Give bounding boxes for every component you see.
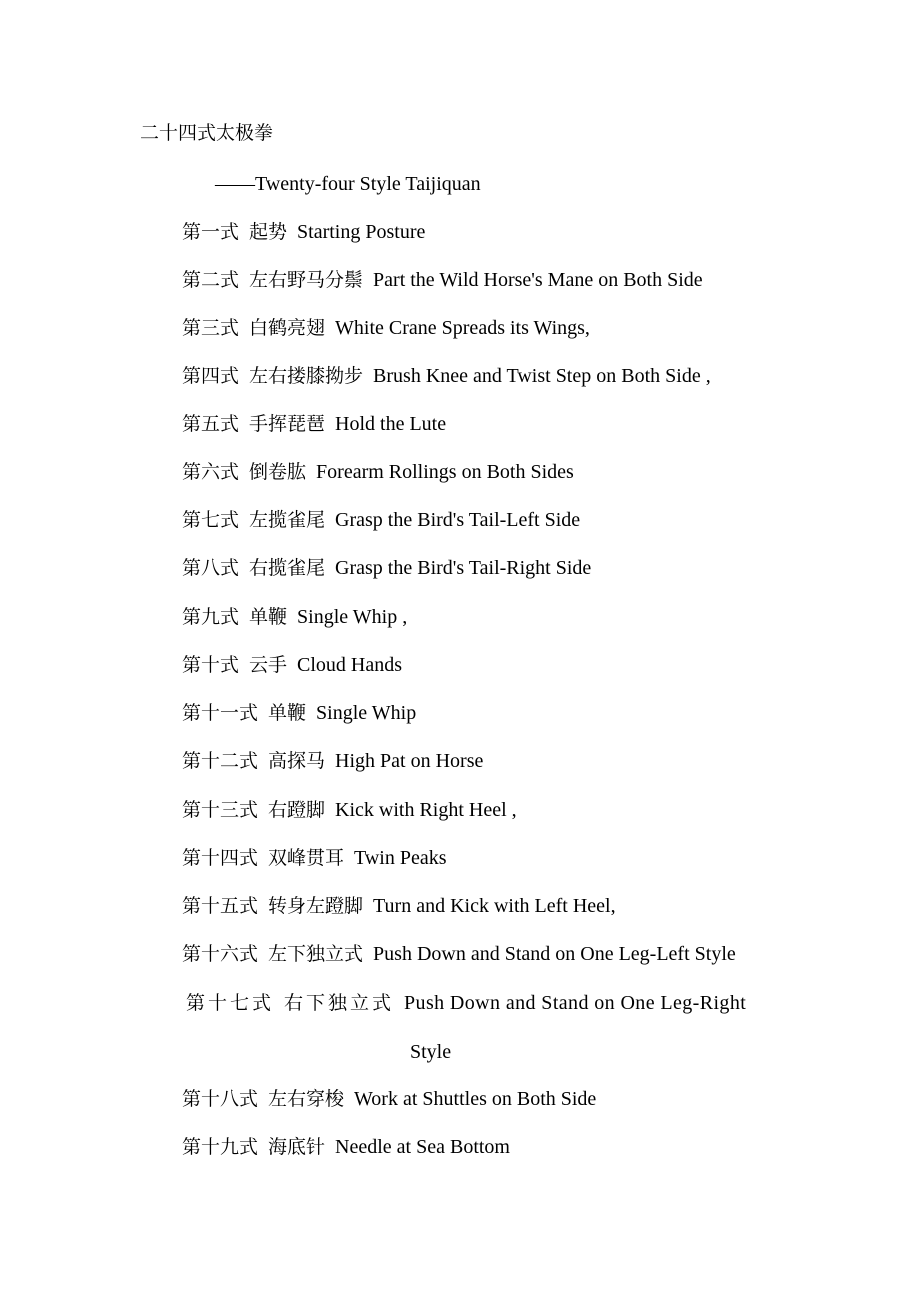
form-name-cn: 云手: [249, 654, 288, 676]
form-number: 第九式: [182, 606, 240, 628]
form-name-en: White Crane Spreads its Wings,: [335, 317, 590, 339]
form-entry: [182, 651, 402, 678]
form-number: 第十七式: [186, 992, 275, 1014]
form-name-cn: 左揽雀尾: [249, 509, 326, 531]
form-name-en: Push Down and Stand on One Leg-Left Style: [373, 943, 736, 965]
form-name-cn: 右下独立式: [284, 992, 395, 1014]
form-name-en: Work at Shuttles on Both Side: [354, 1088, 597, 1110]
form-name-cn: 白鹤亮翅: [249, 317, 326, 339]
form-name-en: Starting Posture: [297, 221, 426, 243]
form-name-en-continued: Style: [410, 1041, 452, 1063]
form-entry: [182, 554, 591, 581]
form-number: 第十式: [182, 654, 240, 676]
form-entry: [182, 1133, 510, 1160]
form-name-cn: 右蹬脚: [268, 799, 326, 821]
form-name-en: Forearm Rollings on Both Sides: [316, 461, 574, 483]
form-name-cn: 单鞭: [268, 702, 307, 724]
form-number: 第十八式: [182, 1088, 259, 1110]
form-entry: [182, 506, 580, 533]
form-number: 第十一式: [182, 702, 259, 724]
form-number: 第八式: [182, 557, 240, 579]
form-name-en: Single Whip ,: [297, 606, 408, 628]
form-name-en: Cloud Hands: [297, 654, 403, 676]
form-name-cn: 转身左蹬脚: [268, 895, 364, 917]
form-name-cn: 左右野马分鬃: [249, 269, 364, 291]
form-entry: [182, 603, 407, 630]
form-entry: [186, 989, 746, 1016]
form-number: 第十六式: [182, 943, 259, 965]
form-name-en: Twin Peaks: [354, 847, 447, 869]
form-name-cn: 海底针: [268, 1136, 326, 1158]
form-number: 第七式: [182, 509, 240, 531]
document-subtitle: ——Twenty-four Style Taijiquan: [215, 173, 481, 195]
form-entry: [182, 940, 736, 967]
form-entry: [182, 1085, 596, 1112]
form-number: 第四式: [182, 365, 240, 387]
form-name-en: Grasp the Bird's Tail-Left Side: [335, 509, 581, 531]
form-number: 第三式: [182, 317, 240, 339]
form-name-en: Kick with Right Heel ,: [335, 799, 517, 821]
form-entry: [182, 747, 483, 774]
form-name-en: Grasp the Bird's Tail-Right Side: [335, 557, 592, 579]
form-entry: [182, 362, 711, 389]
form-number: 第十五式: [182, 895, 259, 917]
form-entry: [182, 218, 425, 245]
form-name-en: High Pat on Horse: [335, 750, 484, 772]
form-name-cn: 左右穿梭: [268, 1088, 345, 1110]
form-name-cn: 倒卷肱: [249, 461, 307, 483]
form-name-en: Turn and Kick with Left Heel,: [373, 895, 616, 917]
document-title: 二十四式太极拳: [140, 122, 274, 144]
form-number: 第十二式: [182, 750, 259, 772]
form-name-cn: 手挥琵琶: [249, 413, 326, 435]
form-entry: [182, 314, 590, 341]
form-number: 第二式: [182, 269, 240, 291]
form-number: 第十三式: [182, 799, 259, 821]
form-name-en: Part the Wild Horse's Mane on Both Side: [373, 269, 703, 291]
form-entry: [182, 699, 416, 726]
form-entry: [182, 844, 447, 871]
form-name-en: Needle at Sea Bottom: [335, 1136, 510, 1158]
form-entry: [182, 796, 517, 823]
form-name-cn: 双峰贯耳: [268, 847, 345, 869]
form-name-cn: 左下独立式: [268, 943, 364, 965]
form-name-en: Push Down and Stand on One Leg-Right: [404, 992, 747, 1014]
form-name-cn: 左右搂膝拗步: [249, 365, 364, 387]
form-number: 第六式: [182, 461, 240, 483]
form-entry: [182, 410, 446, 437]
form-entry: [182, 892, 616, 919]
form-name-cn: 单鞭: [249, 606, 288, 628]
form-entry: [182, 458, 574, 485]
form-number: 第十四式: [182, 847, 259, 869]
form-name-en: Single Whip: [316, 702, 417, 724]
form-name-cn: 起势: [249, 221, 288, 243]
form-number: 第十九式: [182, 1136, 259, 1158]
form-number: 第一式: [182, 221, 240, 243]
form-name-cn: 高探马: [268, 750, 326, 772]
form-name-en: Hold the Lute: [335, 413, 447, 435]
form-number: 第五式: [182, 413, 240, 435]
form-name-cn: 右揽雀尾: [249, 557, 326, 579]
form-name-en: Brush Knee and Twist Step on Both Side ,: [373, 365, 711, 387]
form-entry: [182, 266, 703, 293]
